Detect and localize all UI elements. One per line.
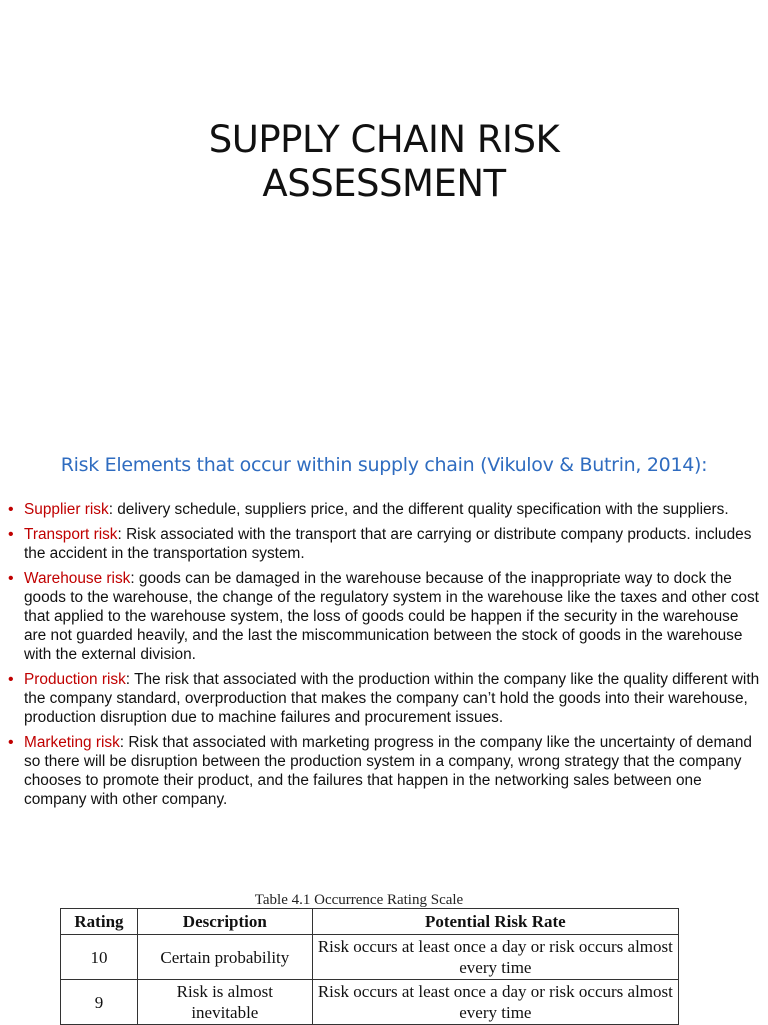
risk-description: : Risk that associated with marketing progress in the company like the uncertainty of demand so there will be disruption between the production system in a company, wrong strategy that the company chooses to promote their product, and the failures that happen in the networking sales between one company with other company. [24, 734, 752, 808]
bullet-icon: • [8, 671, 14, 688]
column-header-rating: Rating [61, 909, 138, 935]
list-item [8, 670, 760, 727]
table-header-row [61, 909, 679, 935]
risk-rate-cell: Risk occurs at least once a day or risk occurs almost every time [312, 935, 678, 980]
description-cell: Certain probability [137, 935, 312, 980]
risk-term: Production risk [24, 671, 126, 688]
column-header-potential-risk-rate: Potential Risk Rate [312, 909, 678, 935]
risk-description: : goods can be damaged in the warehouse because of the inappropriate way to dock the goods to the warehouse, the change of the regulatory system in the warehouse like the taxes and other cost that applied to the warehouse system, the loss of goods could be happen if the security in the warehouse are not guarded heavily, and the last the miscommunication between the stock of goods in the warehouse with the external division. [24, 570, 759, 663]
risk-description: : Risk associated with the transport that are carrying or distribute company products. includes the accident in the transportation system. [24, 526, 752, 562]
bullet-icon: • [8, 501, 14, 518]
list-item [8, 569, 760, 664]
description-cell: Risk is almost inevitable [137, 980, 312, 1025]
occurrence-rating-table [60, 908, 679, 1025]
bullet-icon: • [8, 734, 14, 751]
risk-term: Transport risk [24, 526, 118, 543]
column-header-description: Description [137, 909, 312, 935]
risk-rate-cell: Risk occurs at least once a day or risk occurs almost every time [312, 980, 678, 1025]
risk-term: Warehouse risk [24, 570, 131, 587]
risk-description: : delivery schedule, suppliers price, and the different quality specification with the suppliers. [108, 501, 729, 518]
slide-title-line-2: ASSESSMENT [262, 162, 506, 205]
risk-element-list [8, 500, 760, 815]
risk-term: Supplier risk [24, 501, 109, 518]
risk-description: : The risk that associated with the production within the company like the quality different with the company standard, overproduction that makes the company can’t hold the goods into their warehouse, production disruption due to machine failures and procurement issues. [24, 671, 760, 726]
risk-term: Marketing risk [24, 734, 120, 751]
list-item [8, 733, 760, 809]
list-item [8, 525, 760, 563]
slide-title [0, 118, 768, 206]
rating-cell: 9 [61, 980, 138, 1025]
slide-subtitle: Risk Elements that occur within supply chain (Vikulov & Butrin, 2014): [60, 454, 708, 476]
table-caption: Table 4.1 Occurrence Rating Scale [254, 892, 464, 908]
list-item [8, 500, 760, 519]
table-row [61, 935, 679, 980]
table-row [61, 980, 679, 1025]
bullet-icon: • [8, 526, 14, 543]
bullet-icon: • [8, 570, 14, 587]
rating-cell: 10 [61, 935, 138, 980]
slide-title-line-1: SUPPLY CHAIN RISK [208, 118, 560, 161]
